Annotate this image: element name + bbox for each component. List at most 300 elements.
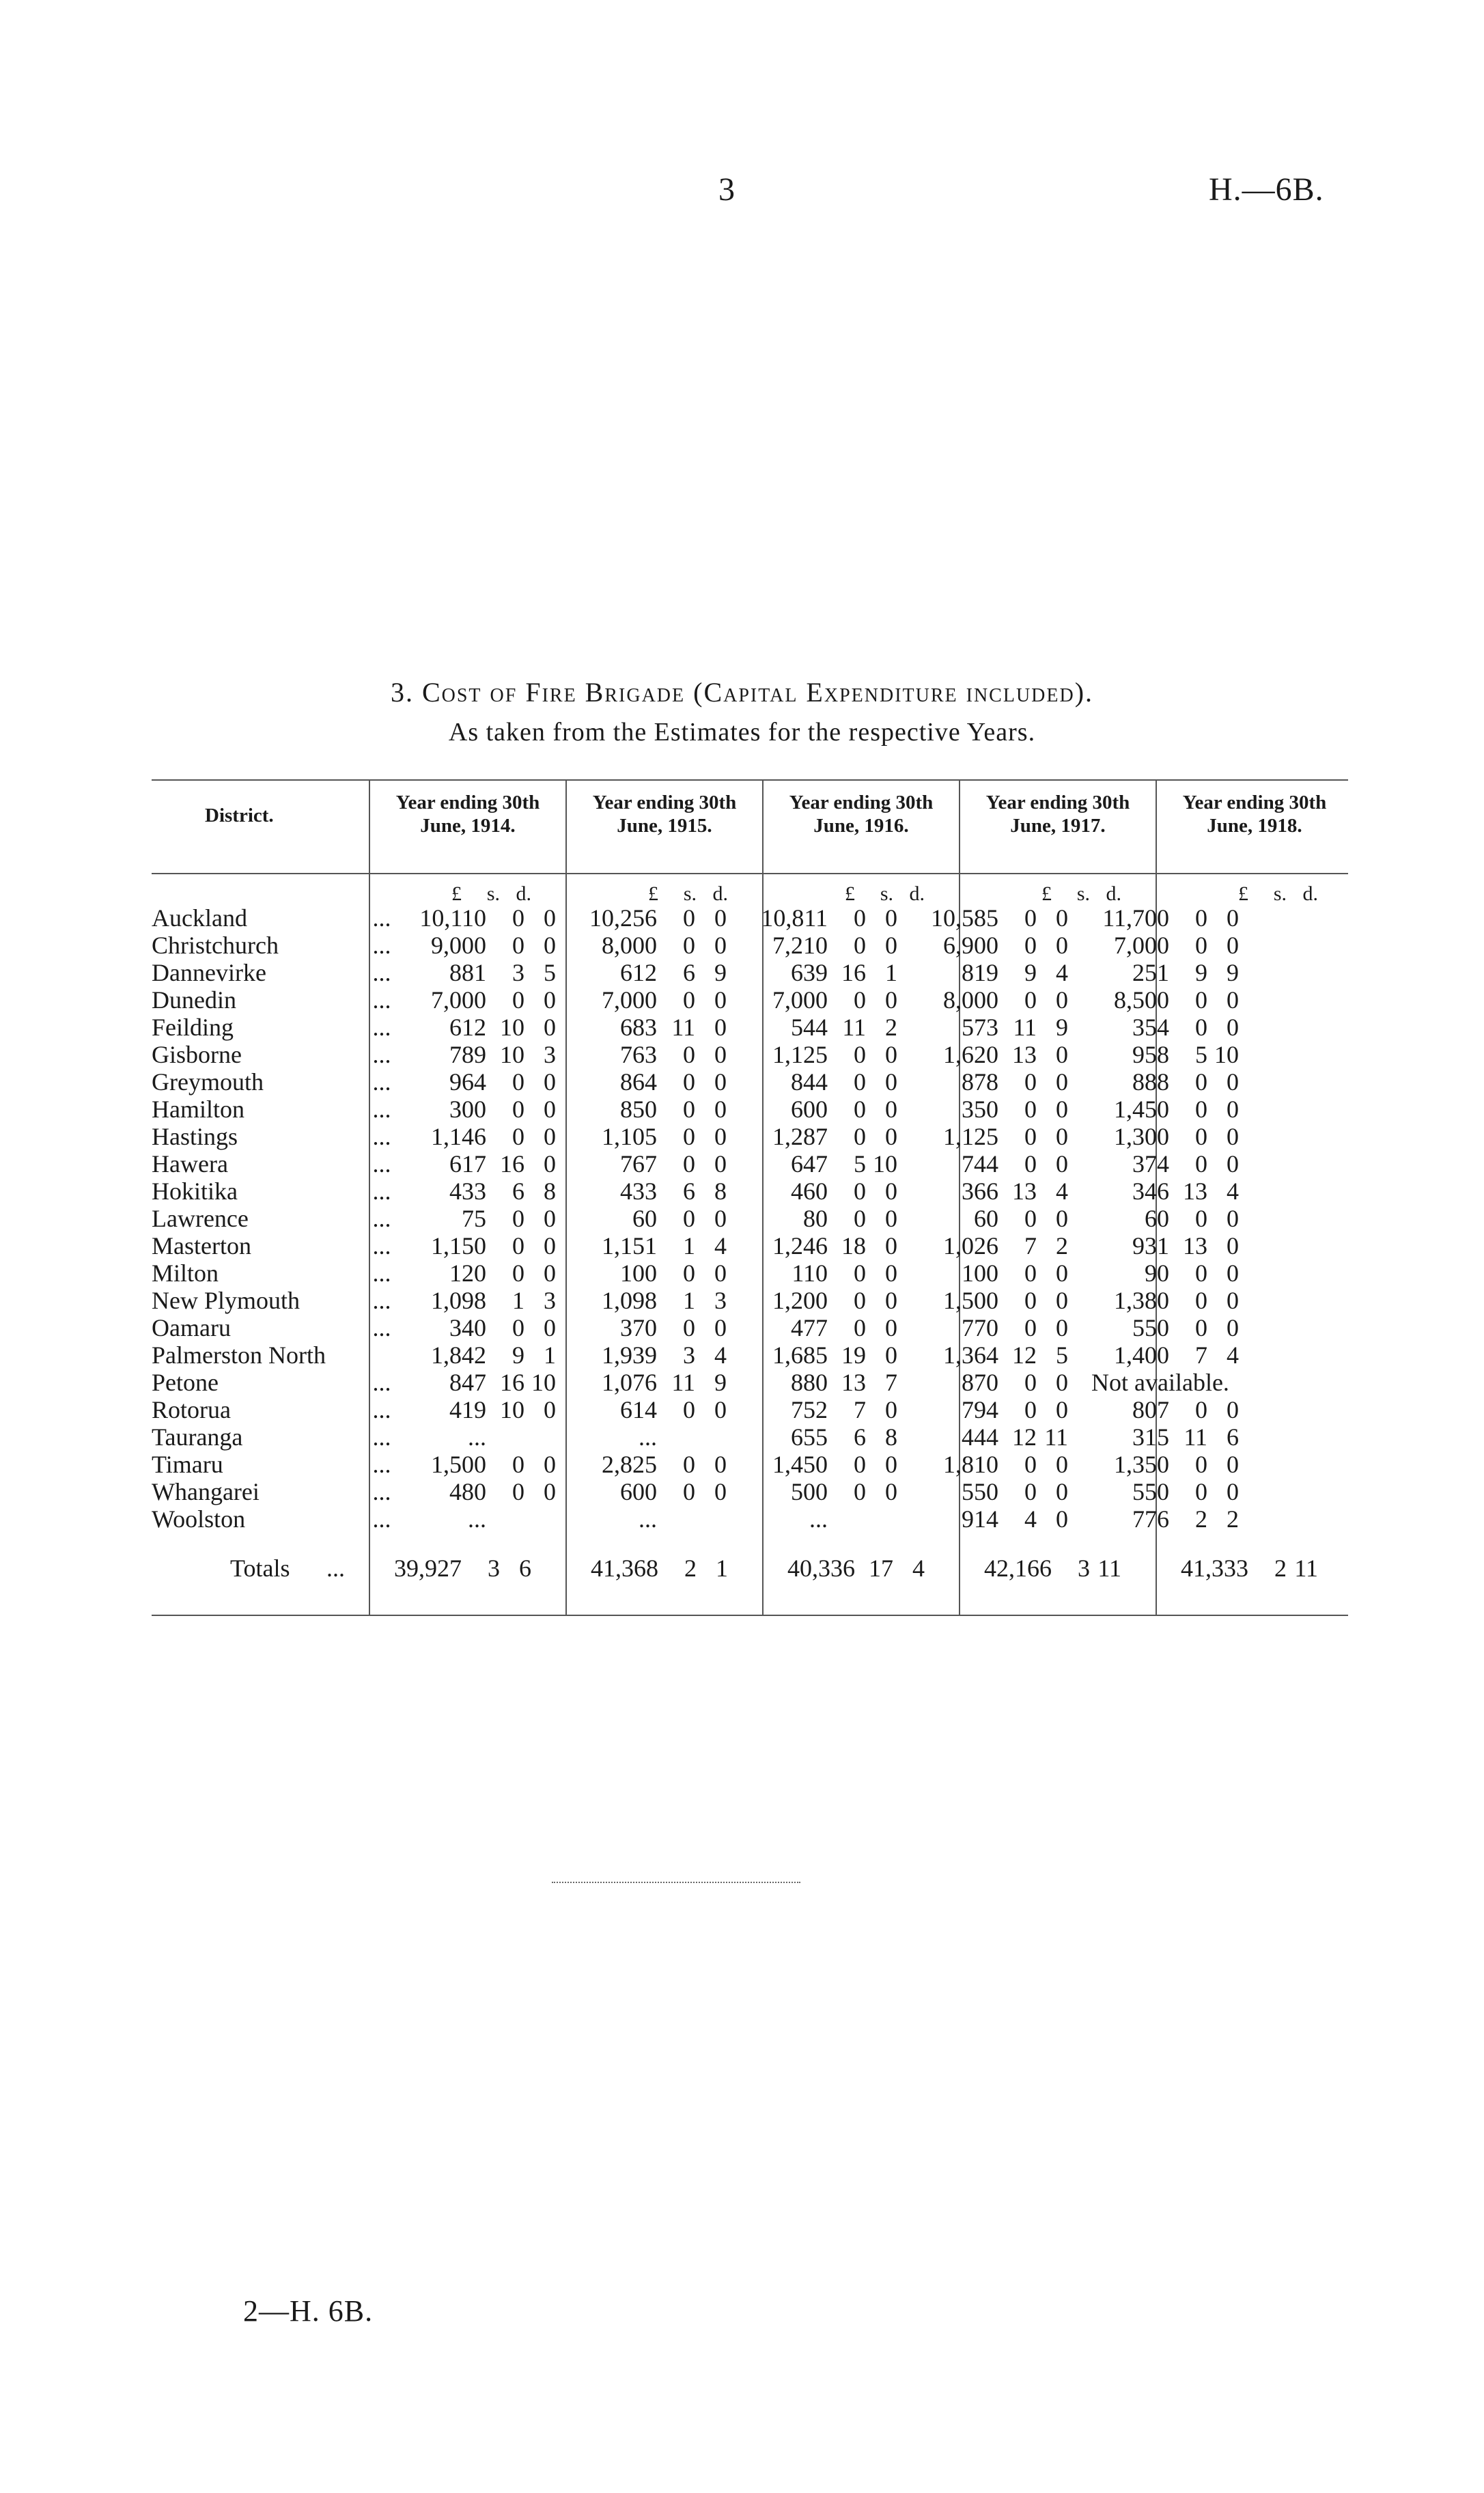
page-number: 3 [718,171,735,208]
amount-shillings: 0 [683,1478,695,1505]
table-row [152,1014,1254,1041]
total-pounds: 41,333 [1181,1555,1248,1582]
amount-shillings: 0 [1024,1150,1037,1178]
leader-dots: ... [372,1396,391,1423]
amount-pence: 0 [1056,1123,1068,1150]
amount-shillings: 0 [854,1096,866,1123]
amount-pounds: 550 [1132,1314,1169,1341]
district-name: Dannevirke [152,959,266,986]
amount-shillings: 13 [1183,1178,1207,1205]
leader-dots [363,1341,400,1369]
amount-pence: 11 [1044,1423,1068,1451]
amount-shillings: 1 [512,1287,524,1314]
amount-shillings: 0 [1195,1096,1207,1123]
amount-shillings [828,1505,866,1533]
amount-pence: 0 [714,1396,727,1423]
amount-pence: 0 [544,1232,556,1259]
total-pence: 4 [912,1555,925,1582]
amount-shillings: 0 [683,1150,695,1178]
unit-shillings: s. [1273,882,1287,905]
district-name: Woolston [152,1505,246,1533]
district-name: Petone [152,1369,219,1396]
unit-pence: d. [1302,882,1318,905]
amount-pounds: 350 [962,1096,998,1123]
amount-shillings: 0 [512,1068,524,1096]
amount-shillings: 11 [1184,1423,1207,1451]
leader-dots: ... [372,1369,391,1396]
total-pence: 6 [519,1555,531,1582]
amount-shillings [486,1505,524,1533]
amount-pounds: 789 [449,1041,486,1068]
amount-pence: 4 [1056,1178,1068,1205]
leader-dots: ... [372,1259,391,1287]
amount-pence: 0 [1227,1259,1239,1287]
amount-pence: 0 [885,1478,897,1505]
amount-pounds: 1,125 [772,1041,828,1068]
amount-pounds: 2,825 [602,1451,657,1478]
amount-shillings: 0 [1024,1478,1037,1505]
amount-shillings: 0 [1024,904,1037,932]
amount-shillings: 0 [854,932,866,959]
amount-shillings: 0 [1024,1259,1037,1287]
leader-dots: ... [372,1478,391,1505]
amount-pounds: 767 [620,1150,657,1178]
amount-pence: 9 [1227,959,1239,986]
table-row [152,1369,1254,1396]
table-row [152,1451,1254,1478]
amount-pounds: 1,810 [943,1451,998,1478]
amount-shillings: 0 [854,1478,866,1505]
amount-pounds: 1,450 [772,1451,828,1478]
amount-pence: 0 [714,1041,727,1068]
amount-shillings: 0 [512,1123,524,1150]
leader-dots: ... [372,1232,391,1259]
amount-shillings: 6 [683,959,695,986]
total-pounds: 39,927 [394,1555,462,1582]
amount-pounds: 366 [962,1178,998,1205]
amount-pence: 4 [1227,1341,1239,1369]
amount-pence: 0 [544,932,556,959]
amount-pence: 0 [1056,1396,1068,1423]
amount-pence: 0 [1227,1205,1239,1232]
printer-signature: 2—H. 6B. [243,2294,374,2328]
amount-pounds: 90 [1145,1259,1169,1287]
amount-shillings: 18 [841,1232,866,1259]
table-row [152,959,1254,986]
amount-shillings: 0 [512,932,524,959]
amount-shillings: 0 [683,1396,695,1423]
unit-pence: d. [1106,882,1121,905]
year-header-line2: June, 1915. [617,815,712,837]
amount-pounds: 1,076 [602,1369,657,1396]
amount-pounds: 1,150 [431,1232,486,1259]
amount-shillings: 0 [1024,932,1037,959]
district-name: Hastings [152,1123,238,1150]
amount-pence: 0 [885,1068,897,1096]
leader-dots: ... [372,1096,391,1123]
amount-shillings: 0 [1024,1123,1037,1150]
amount-pence: 0 [1227,1451,1239,1478]
leader-dots: ... [372,1205,391,1232]
amount-shillings: 0 [1195,1396,1207,1423]
amount-pence: 0 [1227,904,1239,932]
amount-pence: 0 [714,1150,727,1178]
amount-pounds: 7,000 [772,986,828,1014]
unit-pounds: £ [451,882,462,905]
amount-pounds: 1,842 [431,1341,486,1369]
amount-shillings: 0 [683,1068,695,1096]
district-name: Milton [152,1259,219,1287]
amount-pounds: 419 [449,1396,486,1423]
leader-dots: ... [372,1150,391,1178]
amount-pounds: 573 [962,1014,998,1041]
unit-pounds: £ [1041,882,1052,905]
amount-pounds: 639 [791,959,828,986]
amount-shillings: 4 [1024,1505,1037,1533]
table-row [152,1150,1254,1178]
amount-pence [866,1505,912,1533]
amount-pounds: 346 [1132,1178,1169,1205]
amount-pounds: 100 [620,1259,657,1287]
amount-shillings: 13 [1012,1178,1037,1205]
leader-dots: ... [372,959,391,986]
amount-pounds: 683 [620,1014,657,1041]
amount-pence: 6 [1227,1423,1239,1451]
table-row [152,932,1254,959]
amount-pounds: 763 [620,1041,657,1068]
year-header-1914 [372,791,563,837]
amount-pence: 3 [714,1287,727,1314]
amount-pence: 0 [885,1451,897,1478]
section-end-rule [552,1882,800,1883]
amount-shillings: 0 [854,1314,866,1341]
amount-pounds: 1,400 [1114,1341,1169,1369]
amount-shillings: 0 [1024,1451,1037,1478]
amount-shillings: 0 [1195,1014,1207,1041]
table-row [152,1041,1254,1068]
amount-pence: 9 [714,1369,727,1396]
year-header-line1: Year ending 30th [395,792,540,813]
amount-pounds: 8,500 [1114,986,1169,1014]
amount-pounds: 888 [1132,1068,1169,1096]
amount-shillings: 0 [512,904,524,932]
table-row [152,986,1254,1014]
year-header-1917 [962,791,1153,837]
amount-pounds: 931 [1132,1232,1169,1259]
amount-pence: 0 [1227,1396,1239,1423]
amount-pounds: 1,380 [1114,1287,1169,1314]
district-name: Hawera [152,1150,228,1178]
amount-pence: 0 [1227,986,1239,1014]
amount-pounds: 7,000 [1114,932,1169,959]
amount-pence: 0 [544,1123,556,1150]
amount-pounds: 655 [791,1423,828,1451]
amount-shillings: 0 [854,1041,866,1068]
amount-pence: 0 [885,1205,897,1232]
amount-pounds: 1,939 [602,1341,657,1369]
amount-shillings: 0 [1024,1096,1037,1123]
amount-pence: 0 [544,904,556,932]
district-name: Rotorua [152,1396,231,1423]
amount-shillings: 13 [1012,1041,1037,1068]
amount-pence: 4 [1227,1178,1239,1205]
amount-pence: 0 [885,904,897,932]
amount-pence: 4 [714,1232,727,1259]
table-row [152,1478,1254,1505]
amount-shillings: 0 [1195,1314,1207,1341]
leader-dots: ... [372,1423,391,1451]
district-name: Timaru [152,1451,223,1478]
amount-pounds: ... [809,1505,828,1533]
amount-pounds: 647 [791,1150,828,1178]
district-name: Hamilton [152,1096,244,1123]
year-header-line1: Year ending 30th [789,792,934,813]
table-row [152,1505,1254,1533]
unit-pence: d. [909,882,925,905]
amount-pounds: 1,098 [602,1287,657,1314]
amount-pence: 8 [714,1178,727,1205]
table-row [152,904,1254,932]
amount-pounds: 433 [620,1178,657,1205]
amount-shillings: 0 [1195,932,1207,959]
amount-shillings: 0 [683,1259,695,1287]
total-shillings: 3 [1078,1555,1090,1582]
unit-shillings: s. [1076,882,1090,905]
amount-pence: 0 [544,1205,556,1232]
amount-shillings: 1 [683,1287,695,1314]
amount-pence: 0 [544,1014,556,1041]
unit-pence: d. [712,882,728,905]
district-name: Christchurch [152,932,279,959]
amount-pounds: 600 [620,1478,657,1505]
amount-shillings: 0 [854,1451,866,1478]
amount-pounds: 878 [962,1068,998,1096]
amount-pounds: 370 [620,1314,657,1341]
amount-pence: 0 [544,1314,556,1341]
amount-pounds: ... [639,1505,657,1533]
amount-pence: 9 [714,959,727,986]
total-pence: 11 [1097,1555,1121,1582]
amount-pence: 0 [885,1178,897,1205]
amount-pence: 0 [544,986,556,1014]
table-row [152,1396,1254,1423]
amount-shillings: 9 [512,1341,524,1369]
amount-pounds: 444 [962,1423,998,1451]
table-row [152,1259,1254,1287]
amount-pence: 0 [1227,1096,1239,1123]
amount-pounds: 315 [1132,1423,1169,1451]
amount-shillings: 19 [841,1341,866,1369]
year-header-line2: June, 1916. [813,815,909,837]
district-name: Gisborne [152,1041,242,1068]
amount-shillings: 13 [1183,1232,1207,1259]
amount-pence: 0 [885,1123,897,1150]
amount-pence: 7 [885,1369,897,1396]
amount-pounds: 477 [791,1314,828,1341]
amount-pounds: 460 [791,1178,828,1205]
amount-shillings: 0 [683,1123,695,1150]
district-name: Whangarei [152,1478,260,1505]
amount-pounds: 600 [791,1096,828,1123]
total-shillings: 2 [1274,1555,1287,1582]
amount-pounds: 1,098 [431,1287,486,1314]
amount-pounds: 60 [1145,1205,1169,1232]
amount-pounds: 550 [962,1478,998,1505]
amount-pounds: 964 [449,1068,486,1096]
amount-pence [524,1505,571,1533]
total-shillings: 3 [488,1555,500,1582]
amount-pence: 0 [885,1396,897,1423]
amount-pounds: 1,364 [943,1341,998,1369]
expenditure-table [152,904,1254,1533]
district-name: Dunedin [152,986,236,1014]
table-row [152,1341,1254,1369]
amount-pounds: 612 [620,959,657,986]
amount-pounds: 1,450 [1114,1096,1169,1123]
amount-shillings: 0 [1195,1478,1207,1505]
amount-pence: 0 [1056,1505,1068,1533]
year-header-1915 [569,791,760,837]
amount-pence: 0 [544,1451,556,1478]
leader-dots: ... [372,1123,391,1150]
amount-pence: 2 [1056,1232,1068,1259]
amount-shillings: 7 [1195,1341,1207,1369]
amount-pounds: 870 [962,1369,998,1396]
amount-pence: 0 [714,1314,727,1341]
amount-pounds: 776 [1132,1505,1169,1533]
district-name: Auckland [152,904,247,932]
amount-shillings: 0 [1195,1287,1207,1314]
table-row [152,1232,1254,1259]
unit-shillings: s. [683,882,697,905]
amount-shillings: 11 [842,1014,866,1041]
amount-pounds: 844 [791,1068,828,1096]
amount-pence: 10 [531,1369,556,1396]
amount-pence: 0 [1056,904,1068,932]
amount-shillings: 0 [683,932,695,959]
amount-pence: 0 [544,1150,556,1178]
leader-dots: ... [372,904,391,932]
amount-pounds: 544 [791,1014,828,1041]
amount-pounds: 500 [791,1478,828,1505]
amount-pounds: 354 [1132,1014,1169,1041]
document-reference: H.—6B. [1209,171,1324,208]
amount-shillings: 0 [1024,1369,1037,1396]
amount-pence: 0 [714,932,727,959]
district-name: Feilding [152,1014,234,1041]
district-name: Greymouth [152,1068,264,1096]
amount-shillings: 0 [854,1259,866,1287]
amount-shillings: 7 [854,1396,866,1423]
amount-pence: 0 [1056,1369,1068,1396]
amount-pounds: 251 [1132,959,1169,986]
amount-pence: 0 [885,1096,897,1123]
amount-shillings: 0 [683,1451,695,1478]
amount-shillings: 1 [683,1232,695,1259]
amount-pounds: 100 [962,1259,998,1287]
amount-pounds: 80 [803,1205,828,1232]
amount-pence: 0 [1227,1014,1239,1041]
amount-shillings: 0 [1024,1068,1037,1096]
amount-pence: 0 [885,1341,897,1369]
amount-pence [695,1505,742,1533]
amount-pence: 4 [714,1341,727,1369]
amount-pence: 0 [1056,1451,1068,1478]
amount-shillings: 0 [1195,1068,1207,1096]
amount-shillings: 0 [854,1068,866,1096]
amount-shillings: 0 [854,1287,866,1314]
amount-pounds: 752 [791,1396,828,1423]
leader-dots: ... [372,1014,391,1041]
year-header-line2: June, 1914. [420,815,516,837]
amount-shillings: 0 [683,904,695,932]
table-row [152,1205,1254,1232]
amount-shillings: 0 [854,1205,866,1232]
amount-pounds: 10,256 [589,904,657,932]
amount-pence: 0 [1227,932,1239,959]
amount-pence: 10 [1214,1041,1239,1068]
amount-pounds: ... [468,1423,486,1451]
amount-pence: 0 [1056,1478,1068,1505]
amount-pounds: 614 [620,1396,657,1423]
table-title: 3. Cost of Fire Brigade (Capital Expenditure included). [390,677,1094,708]
amount-pence: 0 [714,1068,727,1096]
amount-pounds: 11,700 [1102,904,1169,932]
amount-pounds: 480 [449,1478,486,1505]
amount-pounds: 340 [449,1314,486,1341]
district-name: Oamaru [152,1314,231,1341]
amount-shillings: 0 [683,1041,695,1068]
totals-leader-dots: ... [326,1555,345,1582]
amount-pence: 0 [1056,1150,1068,1178]
amount-pounds: 10,110 [419,904,486,932]
amount-pounds: 7,000 [431,986,486,1014]
amount-shillings: 16 [500,1150,524,1178]
amount-pounds: 1,300 [1114,1123,1169,1150]
amount-pounds: 1,500 [431,1451,486,1478]
amount-pence: 0 [1056,1314,1068,1341]
amount-pounds: 880 [791,1369,828,1396]
amount-pounds: 300 [449,1096,486,1123]
amount-shillings: 0 [1195,986,1207,1014]
amount-pounds: 744 [962,1150,998,1178]
amount-shillings: 13 [841,1369,866,1396]
leader-dots: ... [372,1451,391,1478]
district-name: Palmerston North [152,1341,326,1369]
amount-pence [524,1423,571,1451]
amount-shillings: 0 [1195,1205,1207,1232]
amount-shillings: 0 [512,1205,524,1232]
amount-shillings: 3 [512,959,524,986]
amount-pence: 0 [544,1259,556,1287]
amount-shillings [657,1505,695,1533]
total-shillings: 17 [869,1555,893,1582]
amount-shillings: 0 [512,1478,524,1505]
amount-pence: 0 [1056,1068,1068,1096]
amount-pence: 10 [873,1150,897,1178]
total-pence: 1 [716,1555,728,1582]
total-pounds: 42,166 [984,1555,1052,1582]
amount-pounds: 958 [1132,1041,1169,1068]
amount-pence: 0 [1227,1068,1239,1096]
amount-pounds: 612 [449,1014,486,1041]
amount-pence: 0 [885,1287,897,1314]
amount-shillings: 16 [500,1369,524,1396]
amount-pence: 0 [1227,1232,1239,1259]
year-header-line2: June, 1918. [1207,815,1302,837]
amount-pounds: 864 [620,1068,657,1096]
leader-dots: ... [372,1178,391,1205]
